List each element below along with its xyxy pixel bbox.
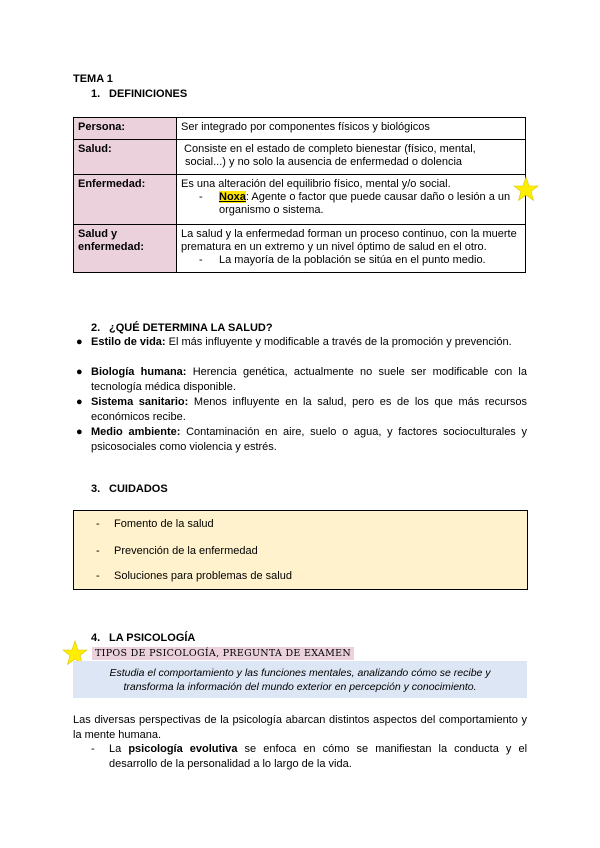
table-row [74, 140, 526, 175]
document-heading: TEMA 1 [73, 73, 113, 85]
definition-text: prematura en un extremo y un nivel óptimo de salud en el otro. [181, 241, 487, 253]
section-title: LA PSICOLOGÍA [109, 632, 196, 644]
definition-text: La salud y la enfermedad forman un proceso continuo, con la muerte [181, 228, 517, 240]
sub-item-text: : Agente o factor que puede causar daño o lesión a un [245, 191, 511, 203]
sub-item-text: La mayoría de la población se sitúa en el punto medio. [219, 254, 486, 266]
definition-text: Ser integrado por componentes físicos y biológicos [181, 121, 430, 133]
term-text: Salud y [78, 228, 118, 240]
section-heading-definiciones [91, 88, 187, 100]
definition-text: Consiste en el estado de completo bienestar (físico, mental, [181, 143, 476, 155]
dash: - [199, 191, 203, 203]
list-item [76, 425, 527, 455]
section-heading-determina [91, 322, 273, 334]
section-heading-cuidados [91, 483, 168, 495]
care-text: Fomento de la salud [114, 518, 214, 530]
section-number: 4. [91, 632, 101, 644]
exam-tag: TIPOS DE PSICOLOGÍA, PREGUNTA DE EXAMEN [92, 647, 354, 660]
list-item [76, 335, 527, 350]
bullet: ● [76, 336, 83, 348]
list-item [91, 742, 527, 772]
sub-item-text: organismo o sistema. [219, 204, 324, 216]
definition-cell [177, 225, 526, 273]
highlighted-term: Noxa [219, 191, 246, 203]
term-cell: Enfermedad: [74, 175, 177, 225]
bullet-text: Contaminación en aire, suelo o agua, y factores socioculturales y psicosociales como violencia y estrés. [91, 426, 527, 453]
section-number: 1. [91, 88, 101, 100]
section-heading-psicologia [91, 632, 195, 644]
paragraph: Las diversas perspectivas de la psicología abarcan distintos aspectos del comportamiento y la mente humana. [73, 714, 527, 741]
sub-item [181, 254, 521, 267]
bullet: ● [76, 366, 83, 378]
section-number: 3. [91, 483, 101, 495]
term-text: enfermedad: [78, 241, 145, 253]
item-text: La [109, 743, 129, 755]
list-item [76, 395, 528, 425]
bullet-text: Menos influyente en la salud, pero es de los que más recursos económicos recibe. [91, 396, 528, 423]
dash: - [96, 545, 100, 557]
section-title: CUIDADOS [109, 483, 168, 495]
star-icon [513, 176, 539, 202]
bullet-text: El más influyente y modificable a través de la promoción y prevención. [165, 336, 512, 348]
definition-cell [177, 140, 526, 175]
psychology-definition-box [73, 661, 527, 698]
section-title: DEFINICIONES [109, 88, 188, 100]
care-text: Soluciones para problemas de salud [114, 570, 292, 582]
definition-text: social...) y no solo la ausencia de enfermedad o dolencia [185, 156, 463, 168]
table-row [74, 175, 526, 225]
sub-item [181, 191, 521, 217]
dash: - [96, 570, 100, 582]
bullet: ● [76, 426, 83, 438]
term-cell [74, 225, 177, 273]
bullet-term: Sistema sanitario: [91, 396, 189, 408]
definition-text: Es una alteración del equilibrio físico, mental y/o social. [181, 178, 451, 190]
table-row [74, 225, 526, 273]
dash: - [91, 743, 95, 755]
bullet-term: Estilo de vida: [91, 336, 166, 348]
term-cell: Salud: [74, 140, 177, 175]
section-title: ¿QUÉ DETERMINA LA SALUD? [109, 322, 273, 334]
definition-cell [177, 118, 526, 140]
bullet-term: Medio ambiente: [91, 426, 181, 438]
term-cell: Persona: [74, 118, 177, 140]
box-text: transforma la información del mundo exterior en percepción y conocimiento. [123, 681, 477, 693]
care-text: Prevención de la enfermedad [114, 545, 258, 557]
definition-cell [177, 175, 526, 225]
box-text: Estudia el comportamiento y las funciones mentales, analizando cómo se recibe y [109, 667, 491, 679]
item-text: se enfoca en cómo se manifiestan la conducta y el desarrollo de la personalidad a lo largo de la vida. [109, 743, 528, 770]
item-term: psicología evolutiva [128, 743, 238, 755]
section-number: 2. [91, 322, 101, 334]
bullet-term: Biología humana: [91, 366, 187, 378]
dash: - [199, 254, 203, 266]
care-box [73, 510, 528, 590]
bullet: ● [76, 396, 83, 408]
dash: - [96, 518, 100, 530]
table-row [74, 118, 526, 140]
bullet-text: Herencia genética, actualmente no suele ser modificable con la tecnología médica disponible. [91, 366, 527, 393]
definitions-table [73, 117, 526, 273]
list-item [76, 365, 527, 395]
